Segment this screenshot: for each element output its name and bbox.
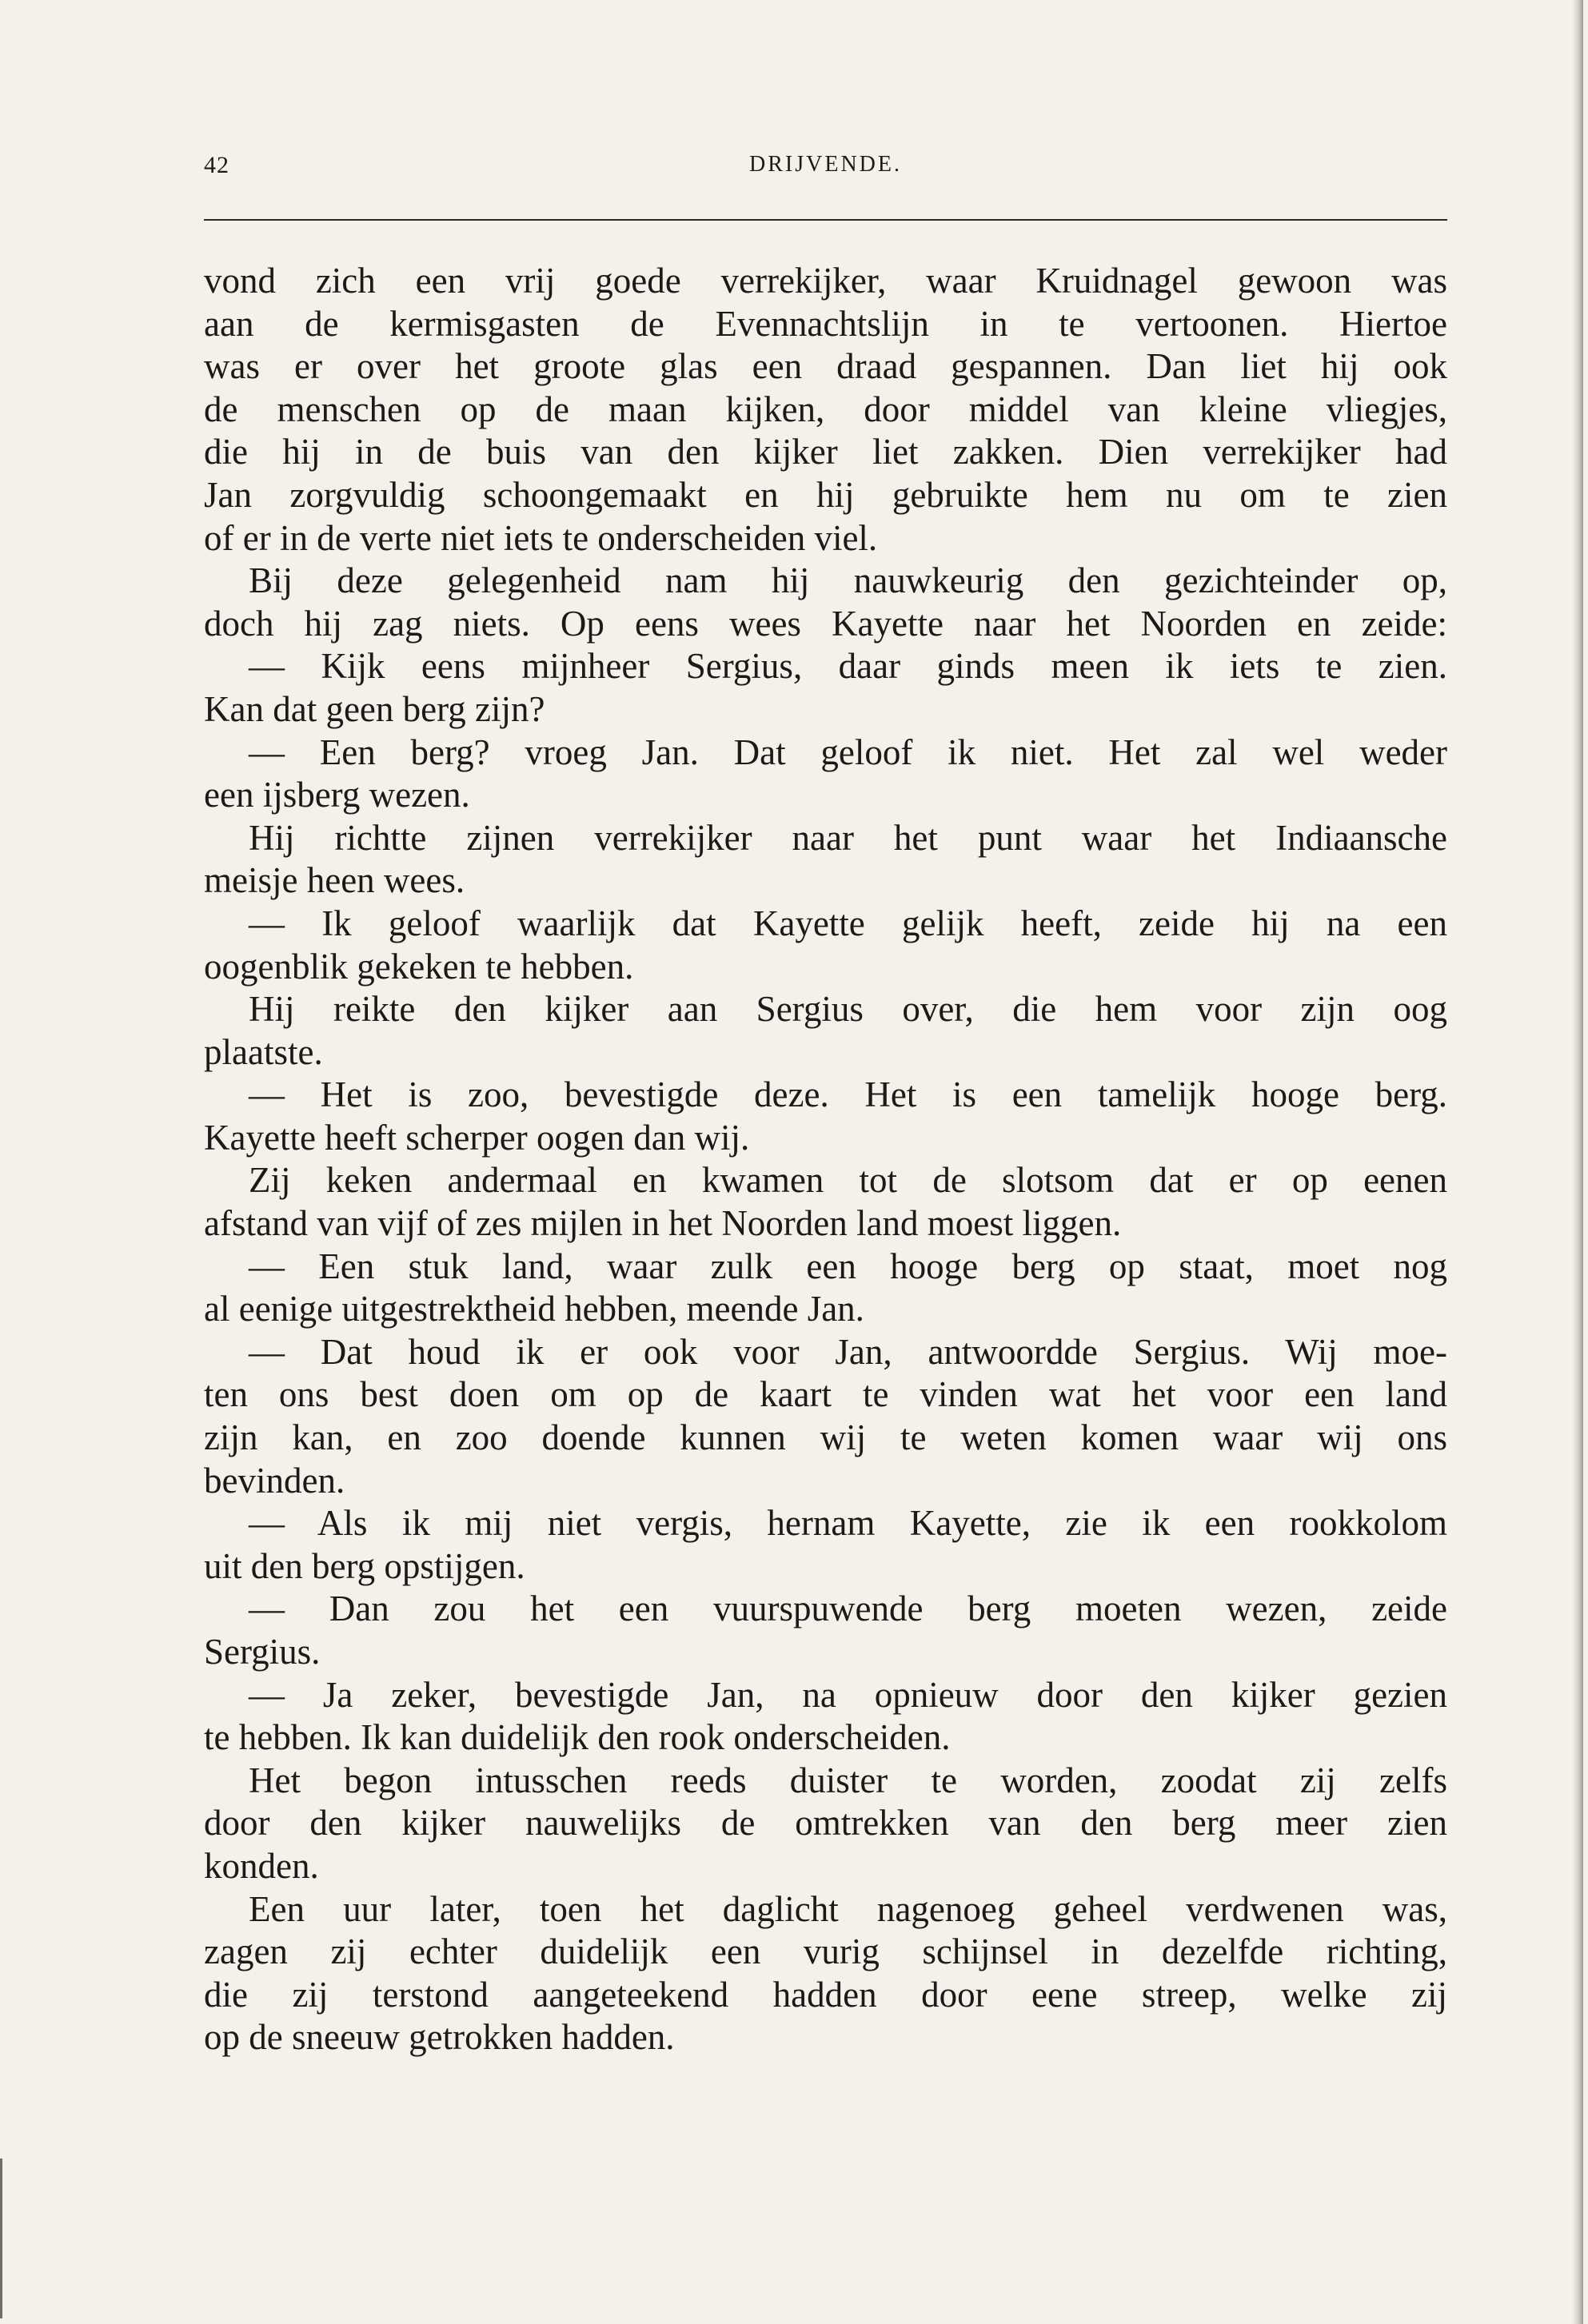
text-line: al eenige uitgestrektheid hebben, meende Jan. [204,1289,864,1329]
header-rule [204,219,1447,221]
text-line: Bij deze gelegenheid nam hij nauwkeurig den gezichteinder op, [249,560,1447,601]
text-line: Kayette heeft scherper oogen dan wij. [204,1117,750,1158]
text-line: — Als ik mij niet vergis, hernam Kayette, zie ik een rookkolom [249,1503,1447,1544]
running-title: DRIJVENDE. [749,152,902,177]
page-number: 42 [204,152,229,178]
text-line: Kan dat geen berg zijn? [204,688,545,729]
text-line: doch hij zag niets. Op eens wees Kayette naar het Noorden en zeide: [204,603,1447,644]
text-line: — Het is zoo, bevestigde deze. Het is een tamelijk hooge berg. [249,1074,1447,1115]
text-line: — Een berg? vroeg Jan. Dat geloof ik niet. Het zal wel weder [249,731,1447,772]
text-line: bevinden. [204,1460,345,1501]
text-line: aan de kermisgasten de Evennachtslijn in te vertoonen. Hiertoe [204,303,1447,344]
text-line: — Kijk eens mijnheer Sergius, daar ginds meen ik iets te zien. [249,646,1447,687]
text-line: — Ik geloof waarlijk dat Kayette gelijk heeft, zeide hij na een [249,903,1447,943]
text-line: ten ons best doen om op de kaart te vinden wat het voor een land [204,1374,1447,1415]
text-line: vond zich een vrij goede verrekijker, waar Kruidnagel gewoon was [204,261,1447,301]
text-line: plaatste. [204,1031,323,1072]
text-line: Het begon intusschen reeds duister te worden, zoodat zij zelfs [249,1760,1447,1800]
text-line: Een uur later, toen het daglicht nagenoeg geheel verdwenen was, [249,1888,1447,1929]
text-line: — Dan zou het een vuurspuwende berg moeten wezen, zeide [249,1589,1447,1629]
text-line: de menschen op de maan kijken, door middel van kleine vliegjes, [204,389,1447,429]
text-line: konden. [204,1845,319,1886]
text-line: of er in de verte niet iets te onderscheiden viel. [204,517,878,558]
text-line: Zij keken andermaal en kwamen tot de slotsom dat er op eenen [249,1160,1447,1201]
text-line: Hij richtte zijnen verrekijker naar het punt waar het Indiaansche [249,817,1447,858]
text-line: zagen zij echter duidelijk een vurig schijnsel in dezelfde richting, [204,1931,1447,1972]
text-line: Jan zorgvuldig schoongemaakt en hij gebruikte hem nu om te zien [204,474,1447,515]
text-line: een ijsberg wezen. [204,775,470,815]
text-line: Sergius. [204,1632,321,1672]
body-text [204,260,1447,2059]
binding-mark [0,2159,26,2318]
text-line: zijn kan, en zoo doende kunnen wij te weten komen waar wij ons [204,1417,1447,1458]
page-header [204,152,1447,192]
text-line: die zij terstond aangeteekend hadden door eene streep, welke zij [204,1974,1447,2015]
text-line: was er over het groote glas een draad gespannen. Dan liet hij ook [204,346,1447,387]
text-line: Hij reikte den kijker aan Sergius over, die hem voor zijn oog [249,989,1447,1030]
text-line: uit den berg opstijgen. [204,1545,525,1586]
text-line: door den kijker nauwelijks de omtrekken van den berg meer zien [204,1803,1447,1844]
text-line: — Een stuk land, waar zulk een hooge berg op staat, moet nog [249,1246,1447,1286]
page-edge-shadow [1572,0,1583,2324]
text-line: meisje heen wees. [204,860,465,901]
text-line: — Dat houd ik er ook voor Jan, antwoordde Sergius. Wij moe- [249,1331,1447,1372]
text-line: oogenblik gekeken te hebben. [204,946,634,987]
text-line: op de sneeuw getrokken hadden. [204,2017,675,2058]
text-line: afstand van vijf of zes mijlen in het Noorden land moest liggen. [204,1203,1122,1244]
text-line: — Ja zeker, bevestigde Jan, na opnieuw door den kijker gezien [249,1674,1447,1715]
text-line: te hebben. Ik kan duidelijk den rook onderscheiden. [204,1717,951,1758]
text-line: die hij in de buis van den kijker liet zakken. Dien verrekijker had [204,432,1447,472]
